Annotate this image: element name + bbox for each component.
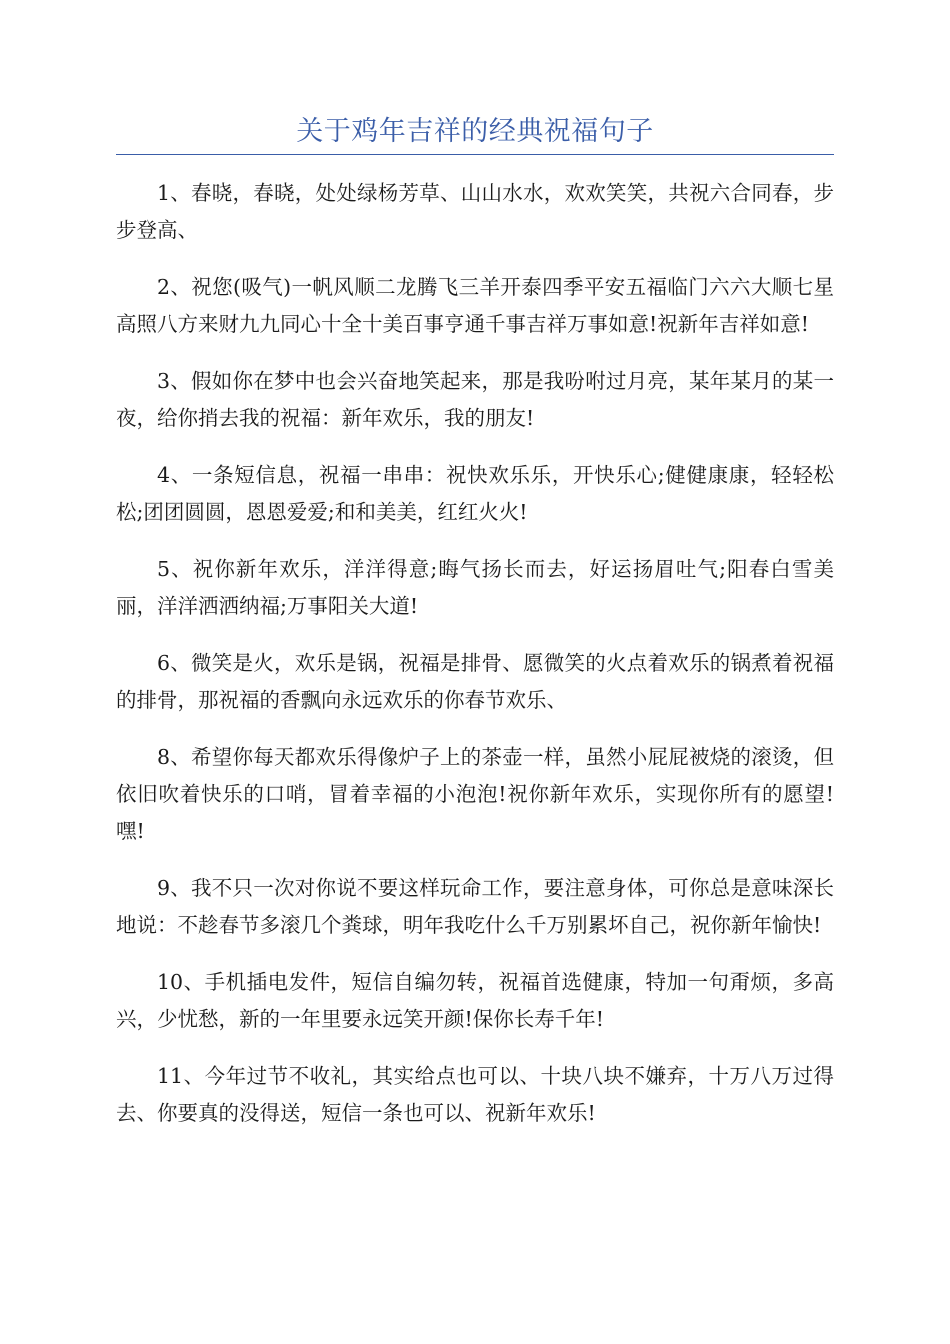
blessing-paragraph-11: 11、今年过节不收礼，其实给点也可以、十块八块不嫌弃，十万八万过得去、你要真的没得送，短信一条也可以、祝新年欢乐! — [116, 1064, 834, 1125]
blessing-paragraph-3: 3、假如你在梦中也会兴奋地笑起来，那是我吩咐过月亮，某年某月的某一夜，给你捎去我的祝福：新年欢乐，我的朋友! — [116, 369, 834, 430]
blessing-paragraph-2: 2、祝您(吸气)一帆风顺二龙腾飞三羊开泰四季平安五福临门六六大顺七星高照八方来财九九同心十全十美百事亨通千事吉祥万事如意!祝新年吉祥如意! — [116, 275, 834, 336]
blessing-paragraph-8: 8、希望你每天都欢乐得像炉子上的茶壶一样，虽然小屁屁被烧的滚烫，但依旧吹着快乐的口哨，冒着幸福的小泡泡!祝你新年欢乐，实现你所有的愿望!嘿! — [116, 745, 834, 843]
document-body — [116, 175, 834, 1152]
blessing-paragraph-4: 4、一条短信息，祝福一串串：祝快欢乐乐，开快乐心;健健康康，轻轻松松;团团圆圆，恩恩爱爱;和和美美，红红火火! — [116, 463, 834, 524]
blessing-paragraph-10: 10、手机插电发件，短信自编勿转，祝福首选健康，特加一句甭烦，多高兴，少忧愁，新的一年里要永远笑开颜!保你长寿千年! — [116, 970, 834, 1031]
blessing-paragraph-6: 6、微笑是火，欢乐是锅，祝福是排骨、愿微笑的火点着欢乐的锅煮着祝福的排骨，那祝福的香飘向永远欢乐的你春节欢乐、 — [116, 651, 834, 712]
title-divider — [116, 154, 834, 155]
blessing-paragraph-1: 1、春晓，春晓，处处绿杨芳草、山山水水，欢欢笑笑，共祝六合同春，步步登高、 — [116, 181, 834, 242]
document-title: 关于鸡年吉祥的经典祝福句子 — [296, 116, 654, 147]
blessing-paragraph-5: 5、祝你新年欢乐，洋洋得意;晦气扬长而去，好运扬眉吐气;阳春白雪美丽，洋洋洒洒纳福;万事阳关大道! — [116, 557, 834, 618]
blessing-paragraph-9: 9、我不只一次对你说不要这样玩命工作，要注意身体，可你总是意味深长地说：不趁春节多滚几个粪球，明年我吃什么千万别累坏自己，祝你新年愉快! — [116, 876, 834, 937]
